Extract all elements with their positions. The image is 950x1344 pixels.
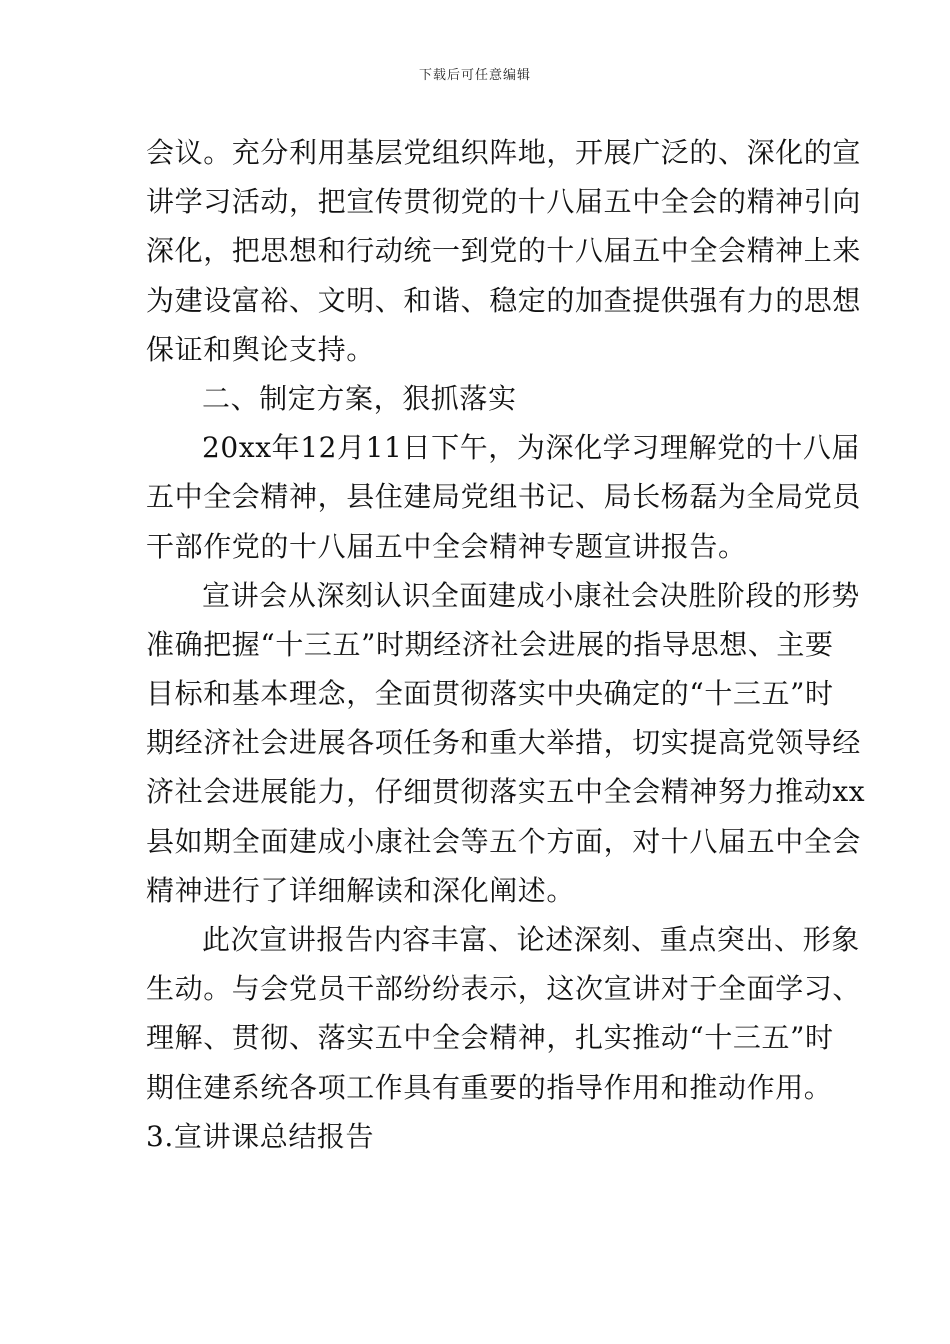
text-line: 准确把握“十三五”时期经济社会进展的指导思想、主要	[146, 627, 834, 661]
header-note: 下载后可任意编辑	[418, 68, 531, 83]
text-line: 济社会进展能力，仔细贯彻落实五中全会精神努力推动xx	[146, 775, 866, 809]
text-line: 精神进行了详细解读和深化阐述。	[146, 873, 576, 907]
text-line: 五中全会精神，县住建局党组书记、局长杨磊为全局党员	[146, 480, 862, 514]
text-line: 生动。与会党员干部纷纷表示，这次宣讲对于全面学习、	[146, 972, 862, 1006]
text-line: 二、制定方案，狠抓落实	[202, 381, 517, 415]
text-line: 深化，把思想和行动统一到党的十八届五中全会精神上来	[146, 234, 862, 268]
text-line: 县如期全面建成小康社会等五个方面，对十八届五中全会	[146, 824, 862, 858]
text-line: 期经济社会进展各项任务和重大举措，切实提高党领导经	[146, 726, 862, 760]
text-line: 会议。充分利用基层党组织阵地，开展广泛的、深化的宣	[146, 136, 862, 169]
text-line: 宣讲会从深刻认识全面建成小康社会决胜阶段的形势	[202, 578, 860, 612]
text-line: 3.宣讲课总结报告	[146, 1119, 375, 1153]
text-line: 为建设富裕、文明、和谐、稳定的加查提供强有力的思想	[146, 283, 862, 317]
text-line: 20xx年12月11日下午，为深化学习理解党的十八届	[202, 431, 861, 465]
text-line: 期住建系统各项工作具有重要的指导作用和推动作用。	[146, 1070, 833, 1104]
text-line: 干部作党的十八届五中全会精神专题宣讲报告。	[146, 529, 747, 563]
text-line: 目标和基本理念，全面贯彻落实中央确定的“十三五”时	[146, 677, 834, 711]
text-line: 讲学习活动，把宣传贯彻党的十八届五中全会的精神引向	[146, 185, 862, 219]
document-body	[146, 128, 866, 1161]
text-line: 此次宣讲报告内容丰富、论述深刻、重点突出、形象	[202, 923, 860, 956]
text-line: 理解、贯彻、落实五中全会精神，扎实推动“十三五”时	[146, 1021, 834, 1055]
text-line: 保证和舆论支持。	[146, 332, 375, 366]
